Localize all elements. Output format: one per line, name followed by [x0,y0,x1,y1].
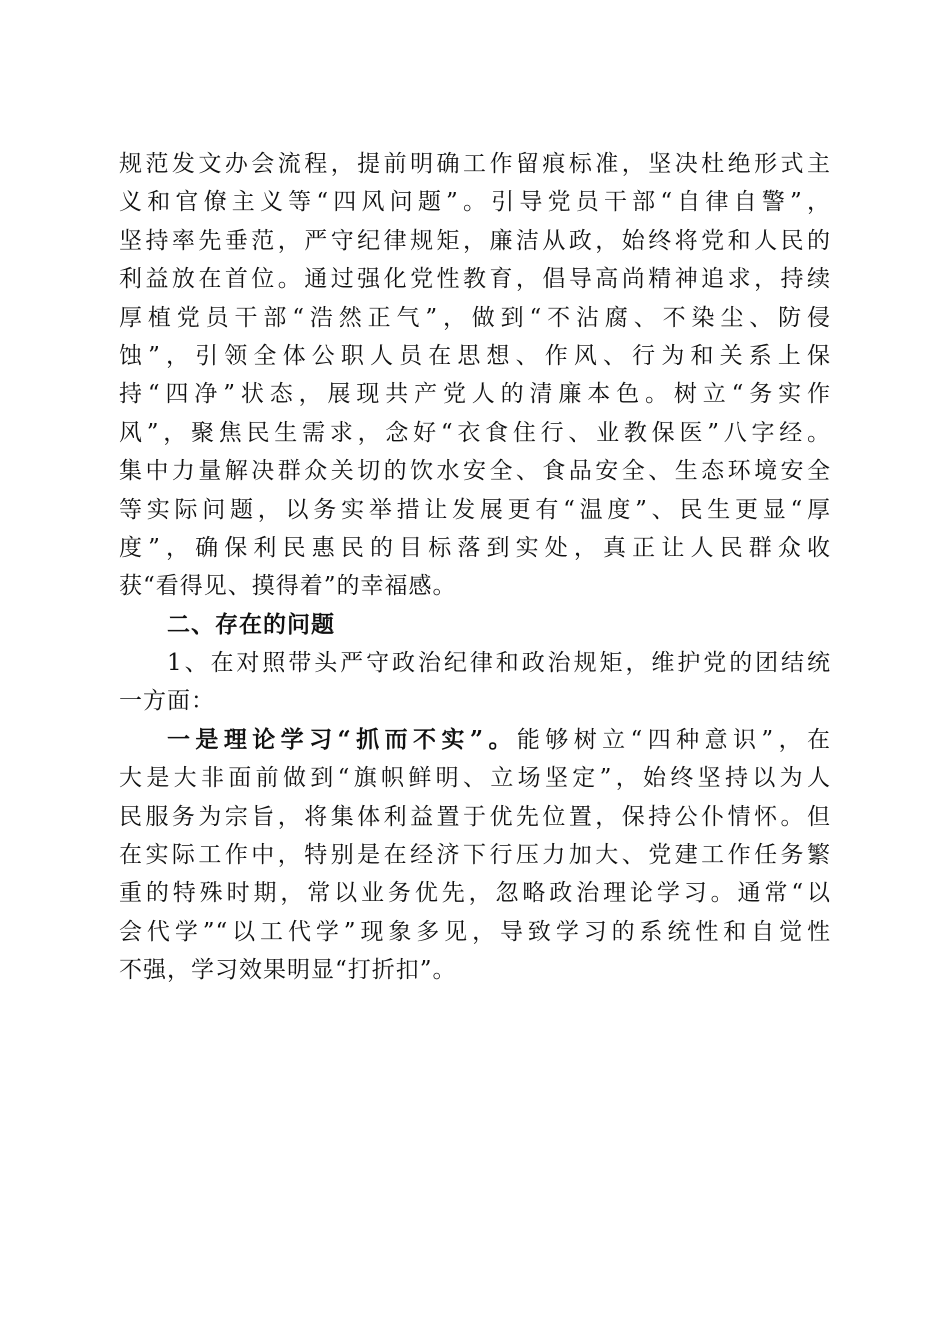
text-line: 坚持率先垂范，严守纪律规矩，廉洁从政，始终将党和人民的 [119,227,831,254]
text-line: 集中力量解决群众关切的饮水安全、食品安全、生态环境安全 [119,458,831,485]
text-line: 重的特殊时期，常以业务优先，忽略政治理论学习。通常“以 [119,880,831,907]
text-line: 规范发文办会流程，提前明确工作留痕标准，坚决杜绝形式主 [119,151,831,177]
text-line: 度”，确保利民惠民的目标落到实处，真正让人民群众收 [119,534,831,561]
document-body [119,145,831,990]
paragraph-lead: 一是理论学习“抓而不实”。 [167,725,517,753]
text-line: 会代学”“以工代学”现象多见，导致学习的系统性和自觉性 [119,918,831,945]
text-line: 一方面： [119,688,215,715]
text-line: 厚植党员干部“浩然正气”，做到“不沾腐、不染尘、防侵 [119,304,831,331]
section-heading: 二、存在的问题 [167,611,335,638]
paragraph-3 [119,721,831,990]
text-line: 义和官僚主义等“四风问题”。引导党员干部“自律自警”， [119,189,831,216]
text-line: 大是大非面前做到“旗帜鲜明、立场坚定”，始终坚持以为人 [119,765,831,792]
text-line-with-lead [119,721,831,759]
text-line: 持“四净”状态，展现共产党人的清廉本色。树立“务实作 [119,381,831,408]
text-line: 民服务为宗旨，将集体利益置于优先位置，保持公仆情怀。但 [119,803,831,830]
text-line: 利益放在首位。通过强化党性教育，倡导高尚精神追求，持续 [119,266,831,293]
text-line: 不强，学习效果明显“打折扣”。 [119,957,457,984]
paragraph-1 [119,145,831,606]
text-line: 风”，聚焦民生需求，念好“衣食住行、业教保医”八字经。 [119,419,831,446]
text-line: 获“看得见、摸得着”的幸福感。 [119,573,457,600]
paragraph-2 [119,644,831,721]
text-line: 1、在对照带头严守政治纪律和政治规矩，维护党的团结统 [167,650,831,677]
text-line: 蚀”，引领全体公职人员在思想、作风、行为和关系上保 [119,342,831,369]
text-line: 在实际工作中，特别是在经济下行压力加大、党建工作任务繁 [119,842,831,869]
paragraph-lead-rest: 能够树立“四种意识”，在 [516,726,831,753]
text-line: 等实际问题，以务实举措让发展更有“温度”、民生更显“厚 [119,496,831,523]
